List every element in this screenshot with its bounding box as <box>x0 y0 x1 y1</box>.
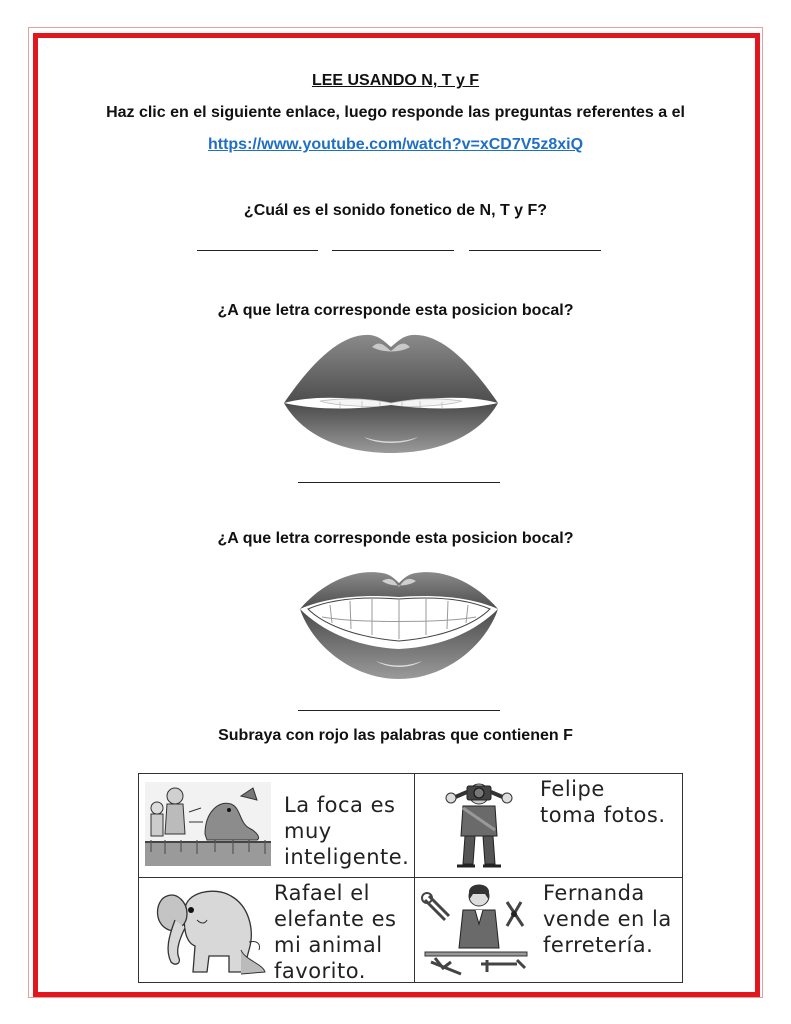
answer-blank-mouth-2[interactable] <box>298 710 500 711</box>
instruction-text: Haz clic en el siguiente enlace, luego responde las preguntas referentes a el <box>106 104 685 121</box>
card-text: Fernanda vende en la ferretería. <box>543 881 672 957</box>
seal-show-icon <box>145 782 271 866</box>
card-text: Rafael el elefante es mi animal favorito. <box>274 881 397 983</box>
answer-blank-mouth-1[interactable] <box>298 482 500 483</box>
card-seal[interactable] <box>139 774 414 877</box>
hardware-store-icon <box>421 882 531 978</box>
word-cards-grid <box>138 773 683 983</box>
task-instruction: Subraya con rojo las palabras que contienen F <box>218 727 573 744</box>
photographer-icon <box>423 778 535 872</box>
elephant-icon <box>145 880 269 978</box>
answer-blank-n[interactable] <box>197 250 318 251</box>
question-mouth-position-1: ¿A que letra corresponde esta posicion bocal? <box>217 302 574 319</box>
smiling-lips-icon <box>296 565 502 683</box>
question-phonetic-sound: ¿Cuál es el sonido fonetico de N, T y F? <box>243 202 548 219</box>
card-elephant[interactable] <box>139 878 414 982</box>
card-text: Felipe toma fotos. <box>540 777 666 827</box>
answer-blank-f[interactable] <box>469 250 601 251</box>
card-text: La foca es muy inteligente. <box>284 793 410 869</box>
worksheet-title: LEE USANDO N, T y F <box>311 72 480 89</box>
closed-lips-icon <box>280 325 502 457</box>
card-hardware-store[interactable] <box>415 878 683 982</box>
card-photographer[interactable] <box>415 774 683 877</box>
youtube-link[interactable]: https://www.youtube.com/watch?v=xCD7V5z8xiQ <box>207 136 584 153</box>
question-mouth-position-2: ¿A que letra corresponde esta posicion bocal? <box>217 530 574 547</box>
answer-blank-t[interactable] <box>332 250 454 251</box>
